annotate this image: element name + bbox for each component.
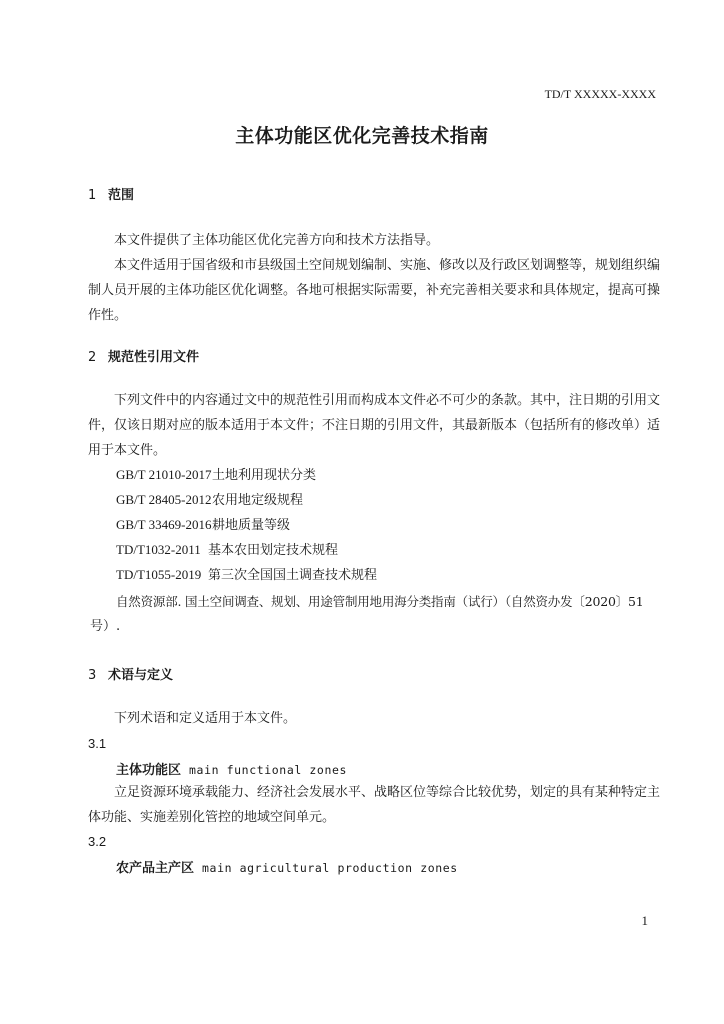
- paragraph-scope-2: 本文件适用于国省级和市县级国土空间规划编制、实施、修改以及行政区划调整等，规划组织编制人员开展的主体功能区优化调整。各地可根据实际需要，补充完善相关要求和具体规定，提高可操作性。: [88, 258, 661, 323]
- section-number: 3: [88, 668, 97, 683]
- reference-item: [116, 487, 303, 513]
- section-title: 范围: [108, 188, 135, 203]
- reference-item-guideline-continued: 号）.: [90, 619, 121, 634]
- standard-number: TD/T XXXXX-XXXX: [544, 87, 656, 101]
- reference-code: TD/T1055-2019: [116, 567, 202, 582]
- reference-name: 第三次全国国土调查技术规程: [208, 568, 378, 583]
- term-english: main agricultural production zones: [202, 861, 458, 875]
- term-chinese: 农产品主产区: [116, 861, 195, 876]
- term-english: main functional zones: [189, 763, 348, 777]
- section-number: 1: [88, 188, 97, 203]
- term-definition: 立足资源环境承载能力、经济社会发展水平、战略区位等综合比较优势，划定的具有某种特定主体功能、实施差别化管控的地域空间单元。: [88, 785, 661, 825]
- paragraph-scope-1: 本文件提供了主体功能区优化完善方向和技术方法指导。: [114, 233, 440, 248]
- section-heading-terms: [88, 664, 173, 683]
- reference-name: 土地利用现状分类: [212, 468, 317, 483]
- section-heading-normative-references: [88, 346, 199, 365]
- term-entry: [116, 857, 458, 876]
- reference-item: [116, 537, 338, 563]
- section-title: 术语与定义: [108, 668, 174, 683]
- term-chinese: 主体功能区: [116, 763, 182, 778]
- term-number: 3.2: [88, 834, 107, 849]
- reference-item: [116, 512, 290, 538]
- paragraph-terms-intro: 下列术语和定义适用于本文件。: [114, 711, 297, 726]
- reference-code: GB/T 28405-2012: [116, 492, 212, 507]
- term-entry: [116, 759, 347, 778]
- page-number: 1: [641, 913, 648, 928]
- reference-code: TD/T1032-2011: [116, 542, 201, 557]
- term-number: 3.1: [88, 736, 107, 751]
- reference-item: [116, 462, 316, 488]
- reference-item: [116, 562, 377, 588]
- reference-code: GB/T 21010-2017: [116, 467, 212, 482]
- reference-name: 农用地定级规程: [212, 493, 304, 508]
- section-heading-scope: [88, 184, 134, 203]
- reference-code: GB/T 33469-2016: [116, 517, 212, 532]
- section-title: 规范性引用文件: [108, 350, 200, 365]
- document-title: 主体功能区优化完善技术指南: [235, 125, 489, 147]
- reference-name: 耕地质量等级: [212, 518, 291, 533]
- reference-name: 基本农田划定技术规程: [208, 543, 339, 558]
- paragraph-references-intro: 下列文件中的内容通过文中的规范性引用而构成本文件必不可少的条款。其中，注日期的引用文件，仅该日期对应的版本适用于本文件；不注日期的引用文件，其最新版本（包括所有的修改单）适用于本文件。: [88, 393, 661, 458]
- reference-item-guideline: 自然资源部. 国土空间调查、规划、用途管制用地用海分类指南（试行）（自然资办发〔2020〕51: [116, 594, 644, 609]
- section-number: 2: [88, 350, 97, 365]
